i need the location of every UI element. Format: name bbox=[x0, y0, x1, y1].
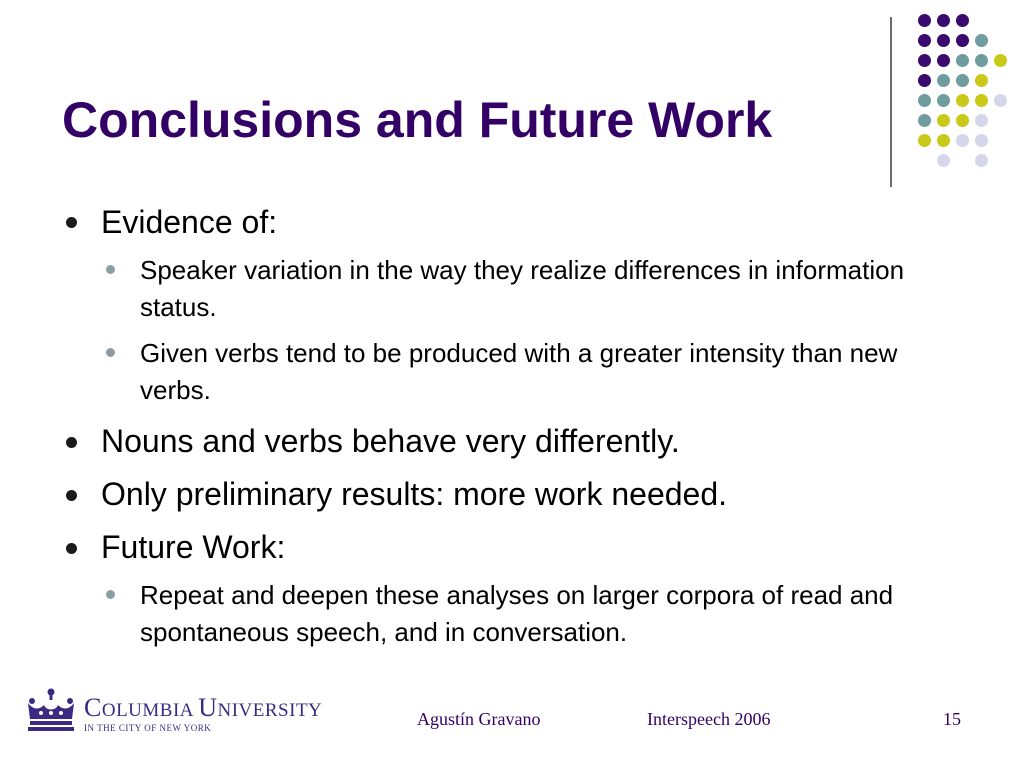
slide-title: Conclusions and Future Work bbox=[62, 92, 773, 148]
footer-conference: Interspeech 2006 bbox=[647, 709, 771, 729]
sub-bullet-text: Repeat and deepen these analyses on larger corpora of read and spontaneous speech, and in conversation. bbox=[140, 580, 894, 647]
bullet-marker bbox=[66, 437, 77, 448]
bullet-text: Evidence of: bbox=[101, 204, 278, 240]
bullet-text: Only preliminary results: more work needed. bbox=[101, 476, 728, 512]
logo-wordmark: COLUMBIA UNIVERSITY bbox=[84, 693, 323, 722]
bullet-marker bbox=[66, 490, 77, 501]
page-number: 15 bbox=[943, 709, 961, 729]
logo-subtitle: IN THE CITY OF NEW YORK bbox=[84, 723, 212, 733]
bullet-marker bbox=[66, 543, 77, 554]
sub-bullet-text: Given verbs tend to be produced with a greater intensity than new verbs. bbox=[140, 338, 898, 405]
bullet-text: Future Work: bbox=[101, 529, 286, 565]
sub-bullet-marker bbox=[106, 590, 115, 599]
bullet-text: Nouns and verbs behave very differently. bbox=[101, 423, 680, 459]
sub-bullet-text: Speaker variation in the way they realize differences in information status. bbox=[140, 255, 905, 322]
bullet-marker bbox=[66, 217, 77, 228]
sub-bullet-marker bbox=[106, 348, 115, 357]
footer-author: Agustín Gravano bbox=[417, 709, 541, 729]
sub-bullet-marker bbox=[106, 265, 115, 274]
